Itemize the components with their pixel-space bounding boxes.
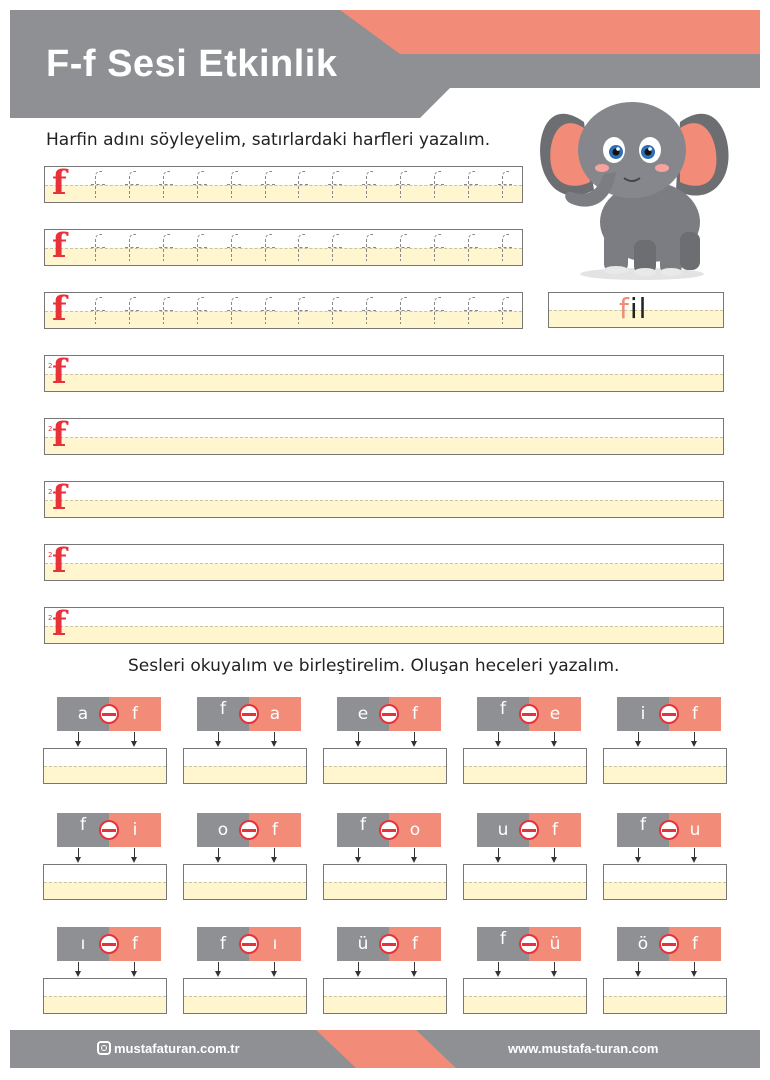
sound-tile-left: f [337, 813, 389, 847]
syllable-unit [43, 813, 167, 903]
arrow-down-icon [414, 732, 415, 745]
arrow-down-icon [218, 962, 219, 975]
join-icon [519, 934, 539, 954]
join-icon [239, 934, 259, 954]
syllable-answer-box[interactable] [183, 864, 307, 900]
arrow-down-icon [274, 848, 275, 861]
join-icon [379, 820, 399, 840]
header-accent [330, 10, 760, 54]
arrow-down-icon [694, 732, 695, 745]
model-letter: f [52, 163, 67, 203]
word-rest: il [629, 292, 648, 325]
tracing-row[interactable] [44, 289, 523, 329]
syllable-answer-box[interactable] [463, 748, 587, 784]
sound-tile-left: ö [617, 927, 669, 961]
syllable-unit [463, 927, 587, 1017]
syllable-unit [463, 697, 587, 787]
syllable-answer-box[interactable] [603, 748, 727, 784]
arrow-down-icon [414, 962, 415, 975]
syllable-answer-box[interactable] [463, 978, 587, 1014]
arrow-down-icon [554, 732, 555, 745]
arrow-down-icon [274, 732, 275, 745]
arrow-down-icon [414, 848, 415, 861]
model-letter: f [52, 352, 67, 392]
word-highlight-letter: f [619, 292, 630, 325]
stroke-order-number: 2 [48, 614, 53, 622]
tracing-guides [87, 167, 518, 202]
syllable-unit [603, 813, 727, 903]
join-icon [239, 704, 259, 724]
arrow-down-icon [638, 732, 639, 745]
instagram-text: mustafaturan.com.tr [114, 1041, 240, 1056]
sound-tile-right: f [669, 697, 721, 731]
sound-tile-left: e [337, 697, 389, 731]
model-letter: f [52, 415, 67, 455]
syllable-unit [603, 927, 727, 1017]
model-letter: f [52, 478, 67, 518]
sound-tile-right: f [669, 927, 721, 961]
syllable-unit [323, 813, 447, 903]
syllable-unit [183, 927, 307, 1017]
write-instruction: Harfin adını söyleyelim, satırlardaki harfleri yazalım. [46, 130, 491, 150]
syllable-answer-box[interactable] [323, 978, 447, 1014]
arrow-down-icon [498, 848, 499, 861]
sound-tile-right: f [389, 697, 441, 731]
syllable-answer-box[interactable] [43, 864, 167, 900]
sound-tile-right: f [529, 813, 581, 847]
syllable-answer-box[interactable] [183, 978, 307, 1014]
sound-tile-right: f [109, 697, 161, 731]
sound-tile-right: f [389, 927, 441, 961]
writing-row[interactable] [44, 604, 724, 644]
stroke-order-number: 2 [48, 425, 53, 433]
syllable-answer-box[interactable] [183, 748, 307, 784]
arrow-down-icon [134, 732, 135, 745]
syllable-answer-box[interactable] [603, 978, 727, 1014]
sound-tile-right: i [109, 813, 161, 847]
elephant-icon [532, 82, 742, 282]
arrow-down-icon [358, 848, 359, 861]
arrow-down-icon [498, 732, 499, 745]
join-icon [99, 820, 119, 840]
syllable-unit [603, 697, 727, 787]
syllable-answer-box[interactable] [323, 864, 447, 900]
sound-tile-right: f [249, 813, 301, 847]
arrow-down-icon [358, 962, 359, 975]
join-icon [99, 704, 119, 724]
sound-tile-left: o [197, 813, 249, 847]
tracing-guides [87, 230, 518, 265]
tracing-row[interactable] [44, 226, 523, 266]
syllable-answer-box[interactable] [323, 748, 447, 784]
combine-instruction: Sesleri okuyalım ve birleştirelim. Oluşan heceleri yazalım. [128, 656, 620, 676]
arrow-down-icon [78, 962, 79, 975]
sound-tile-left: ı [57, 927, 109, 961]
sound-tile-right: f [109, 927, 161, 961]
arrow-down-icon [78, 732, 79, 745]
arrow-down-icon [554, 962, 555, 975]
join-icon [659, 934, 679, 954]
arrow-down-icon [78, 848, 79, 861]
sound-tile-left: f [57, 813, 109, 847]
sound-tile-left: f [197, 697, 249, 731]
syllable-answer-box[interactable] [43, 978, 167, 1014]
arrow-down-icon [554, 848, 555, 861]
syllable-unit [323, 697, 447, 787]
join-icon [519, 820, 539, 840]
tracing-row[interactable] [44, 163, 523, 203]
instagram-icon [97, 1041, 111, 1055]
syllable-unit [323, 927, 447, 1017]
sound-tile-left: u [477, 813, 529, 847]
sound-tile-right: o [389, 813, 441, 847]
arrow-down-icon [498, 962, 499, 975]
website-link[interactable]: www.mustafa-turan.com [508, 1041, 659, 1056]
syllable-answer-box[interactable] [43, 748, 167, 784]
sound-tile-left: a [57, 697, 109, 731]
model-letter: f [52, 604, 67, 644]
model-letter: f [52, 541, 67, 581]
sound-tile-left: ü [337, 927, 389, 961]
arrow-down-icon [694, 962, 695, 975]
sound-tile-right: e [529, 697, 581, 731]
picture-word [619, 291, 647, 327]
stroke-order-number: 2 [48, 551, 53, 559]
stroke-order-number: 2 [48, 488, 53, 496]
join-icon [379, 934, 399, 954]
join-icon [659, 704, 679, 724]
sound-tile-right: ı [249, 927, 301, 961]
arrow-down-icon [218, 732, 219, 745]
join-icon [379, 704, 399, 724]
sound-tile-left: f [197, 927, 249, 961]
syllable-unit [183, 813, 307, 903]
syllable-unit [43, 697, 167, 787]
syllable-unit [183, 697, 307, 787]
picture-word-box [548, 292, 724, 328]
arrow-down-icon [218, 848, 219, 861]
model-letter: f [52, 226, 67, 266]
syllable-answer-box[interactable] [603, 864, 727, 900]
join-icon [239, 820, 259, 840]
arrow-down-icon [638, 962, 639, 975]
syllable-unit [43, 927, 167, 1017]
sound-tile-right: u [669, 813, 721, 847]
writing-row[interactable] [44, 352, 724, 392]
arrow-down-icon [134, 848, 135, 861]
join-icon [99, 934, 119, 954]
writing-row[interactable] [44, 415, 724, 455]
sound-tile-left: f [477, 697, 529, 731]
arrow-down-icon [358, 732, 359, 745]
sound-tile-left: f [617, 813, 669, 847]
arrow-down-icon [638, 848, 639, 861]
join-icon [659, 820, 679, 840]
sound-tile-left: f [477, 927, 529, 961]
arrow-down-icon [134, 962, 135, 975]
instagram-handle[interactable] [97, 1030, 240, 1068]
model-letter: f [52, 289, 67, 329]
stroke-order-number: 2 [48, 362, 53, 370]
writing-row[interactable] [44, 478, 724, 518]
join-icon [519, 704, 539, 724]
writing-row[interactable] [44, 541, 724, 581]
arrow-down-icon [694, 848, 695, 861]
syllable-answer-box[interactable] [463, 864, 587, 900]
arrow-down-icon [274, 962, 275, 975]
sound-tile-right: ü [529, 927, 581, 961]
page-title: F-f Sesi Etkinlik [46, 43, 338, 85]
tracing-guides [87, 293, 518, 328]
sound-tile-right: a [249, 697, 301, 731]
syllable-unit [463, 813, 587, 903]
sound-tile-left: i [617, 697, 669, 731]
